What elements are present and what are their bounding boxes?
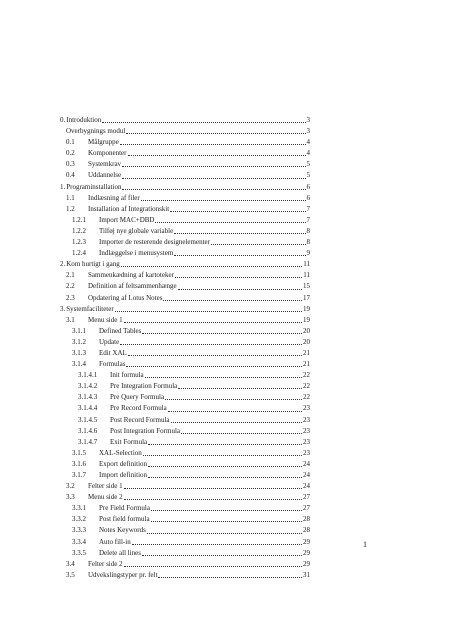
toc-entry-number: 3.1.4.3 [78, 393, 98, 402]
toc-entry-page: 22 [303, 393, 310, 402]
toc-entry-page: 27 [303, 504, 310, 513]
toc-entry-page: 23 [303, 426, 310, 435]
toc-entry-number: 0.4 [66, 171, 75, 180]
toc-entry[interactable] [60, 337, 310, 348]
toc-entry-number: 3.3.2 [72, 515, 86, 524]
toc-entry-page: 4 [306, 138, 310, 147]
dot-leader [147, 533, 302, 534]
dot-leader [175, 277, 302, 278]
toc-entry-number: 3.2 [66, 482, 75, 491]
toc-entry-title: Udvekslingstyper pr. felt [88, 570, 158, 579]
toc-entry[interactable] [60, 259, 310, 270]
toc-entry-title: Uddannelse [88, 171, 122, 180]
toc-entry[interactable] [60, 315, 310, 326]
dot-leader [158, 577, 302, 578]
toc-entry-page: 23 [303, 404, 310, 413]
toc-entry-title: Tilføj nye globale variable [99, 226, 174, 235]
dot-leader [132, 544, 302, 545]
dot-leader [165, 399, 302, 400]
toc-entry-page: 31 [303, 570, 310, 579]
toc-entry-title: Systemfaciliteter [66, 304, 114, 313]
toc-entry-number: 3.3 [66, 493, 75, 502]
toc-entry[interactable] [60, 525, 310, 536]
toc-entry[interactable] [60, 359, 310, 370]
toc-entry[interactable] [60, 293, 310, 304]
dot-leader [128, 355, 302, 356]
dot-leader [124, 566, 302, 567]
toc-entry-title: Målgruppe [88, 138, 119, 147]
toc-entry-title: Init formula [110, 371, 144, 380]
toc-entry-number: 3.3.5 [72, 548, 86, 557]
toc-entry-number: 1.2.1 [72, 215, 86, 224]
dot-leader [151, 510, 302, 511]
toc-entry-page: 3 [306, 116, 310, 124]
toc-entry-page: 23 [303, 448, 310, 457]
toc-entry[interactable] [60, 159, 310, 170]
toc-entry-title: Introduktion [66, 116, 102, 124]
toc-entry-title: Importer de resterende designelementer [99, 238, 210, 247]
dot-leader [143, 455, 302, 456]
toc-entry-number: 1.2.4 [72, 249, 86, 258]
dot-leader [178, 388, 302, 389]
toc-entry-number: 3.5 [66, 570, 75, 579]
dot-leader [124, 488, 302, 489]
toc-entry-number: 3. [60, 304, 66, 313]
dot-leader [178, 289, 302, 290]
toc-entry-page: 17 [303, 293, 310, 302]
toc-entry-number: 3.1.5 [72, 448, 86, 457]
dot-leader [126, 133, 305, 134]
toc-entry-number: 3.3.1 [72, 504, 86, 513]
toc-entry[interactable] [60, 204, 310, 215]
table-of-contents [60, 115, 310, 581]
toc-entry-page: 21 [303, 360, 310, 369]
toc-entry[interactable] [60, 548, 310, 559]
toc-entry[interactable] [60, 470, 310, 481]
toc-entry[interactable] [60, 570, 310, 581]
toc-entry-number: 2.1 [66, 271, 75, 280]
dot-leader [148, 477, 302, 478]
toc-entry[interactable] [60, 170, 310, 181]
toc-entry-page: 4 [306, 149, 310, 158]
toc-entry[interactable] [60, 459, 310, 470]
toc-entry[interactable] [60, 448, 310, 459]
toc-entry-title: Menu side 2 [88, 493, 123, 502]
toc-entry-number: 3.1.4.4 [78, 404, 98, 413]
toc-entry[interactable] [60, 415, 310, 426]
toc-entry-number: 1.2 [66, 204, 75, 213]
dot-leader [121, 266, 303, 267]
toc-entry-page: 6 [306, 193, 310, 202]
toc-entry[interactable] [60, 348, 310, 359]
toc-entry-title: Sammenkædning af kartoteker [88, 271, 174, 280]
toc-entry-page: 9 [306, 249, 310, 258]
dot-leader [155, 222, 305, 223]
dot-leader [128, 155, 306, 156]
dot-leader [163, 300, 302, 301]
toc-entry-title: Definition af feltsammenhænge [88, 282, 177, 291]
dot-leader [170, 211, 305, 212]
toc-entry[interactable] [60, 281, 310, 292]
toc-entry-page: 7 [306, 204, 310, 213]
toc-entry[interactable] [60, 148, 310, 159]
toc-entry-number: 1.2.2 [72, 226, 86, 235]
toc-entry[interactable] [60, 326, 310, 337]
toc-entry-number: 3.3.3 [72, 526, 86, 535]
toc-entry-page: 23 [303, 415, 310, 424]
toc-entry-title: Programinstallation [66, 182, 122, 191]
toc-entry-page: 23 [303, 437, 310, 446]
toc-entry-page: 24 [303, 459, 310, 468]
toc-entry-number: 3.1.4 [72, 360, 86, 369]
toc-entry-title: Import MAC+DBD [99, 215, 155, 224]
toc-entry-number: 3.1 [66, 315, 75, 324]
dot-leader [122, 166, 305, 167]
dot-leader [122, 178, 305, 179]
toc-entry-number: 2.3 [66, 293, 75, 302]
toc-entry-number: 3.1.1 [72, 326, 86, 335]
toc-entry-page: 28 [303, 526, 310, 535]
toc-entry[interactable] [60, 182, 310, 193]
toc-entry-number: 1. [60, 182, 66, 191]
toc-entry-number: 3.1.4.6 [78, 426, 98, 435]
toc-entry-number: 3.3.4 [72, 537, 86, 546]
toc-entry-number: 0.1 [66, 138, 75, 147]
dot-leader [142, 555, 302, 556]
dot-leader [141, 200, 306, 201]
toc-entry-title: Systemkrav [88, 160, 122, 169]
toc-entry[interactable] [60, 237, 310, 248]
toc-entry-page: 19 [303, 304, 310, 313]
toc-entry-title: Komponenter [88, 149, 127, 158]
toc-entry-page: 20 [303, 326, 310, 335]
toc-entry-title: XAL-Selection [99, 448, 142, 457]
toc-entry-title: Felter side 2 [88, 559, 123, 568]
toc-entry-title: Exit Formula [110, 437, 148, 446]
toc-entry-number: 3.1.4.7 [78, 437, 98, 446]
toc-entry[interactable] [60, 137, 310, 148]
toc-entry-title: Defined Tables [99, 326, 142, 335]
dot-leader [151, 521, 302, 522]
toc-entry-page: 15 [303, 282, 310, 291]
toc-entry-title: Pre Record Formula [110, 404, 167, 413]
dot-leader [168, 411, 302, 412]
dot-leader [148, 444, 302, 445]
toc-entry[interactable] [60, 115, 310, 126]
toc-entry[interactable] [60, 193, 310, 204]
toc-entry[interactable] [60, 215, 310, 226]
toc-entry-title: Auto fill-in [99, 537, 131, 546]
toc-entry-page: 11 [303, 260, 310, 269]
toc-entry-page: 29 [303, 548, 310, 557]
dot-leader [145, 377, 302, 378]
toc-entry-page: 5 [306, 171, 310, 180]
toc-entry[interactable] [60, 126, 310, 137]
toc-entry-number: 0.2 [66, 149, 75, 158]
toc-entry-title: Indlæsning af filer [88, 193, 140, 202]
toc-entry-number: 2. [60, 260, 66, 269]
toc-entry-number: 3.1.4.2 [78, 382, 98, 391]
toc-entry[interactable] [60, 248, 310, 259]
toc-entry-page: 29 [303, 537, 310, 546]
toc-entry-number: 3.1.4.1 [78, 371, 98, 380]
dot-leader [124, 322, 302, 323]
toc-entry-page: 24 [303, 482, 310, 491]
toc-entry-number: 3.4 [66, 559, 75, 568]
toc-entry[interactable] [60, 304, 310, 315]
toc-entry-page: 27 [303, 493, 310, 502]
dot-leader [171, 422, 303, 423]
toc-entry-title: Import definition [99, 471, 148, 479]
toc-entry[interactable] [60, 537, 310, 548]
toc-entry[interactable] [60, 270, 310, 281]
dot-leader [124, 499, 302, 500]
toc-entry-page: 8 [306, 238, 310, 247]
toc-entry-title: Update [99, 337, 120, 346]
dot-leader [174, 233, 305, 234]
dot-leader [181, 433, 302, 434]
toc-entry-page: 3 [306, 127, 310, 136]
toc-entry-title: Edit XAL [99, 348, 127, 357]
toc-entry[interactable] [60, 426, 310, 437]
toc-entry[interactable] [60, 226, 310, 237]
toc-entry-title: Indlæggelse i menusystem [99, 249, 174, 258]
toc-entry-title: Post field formula [99, 515, 150, 524]
toc-entry-title: Pre Integration Formula [110, 382, 178, 391]
dot-leader [120, 144, 306, 145]
toc-entry-page: 22 [303, 371, 310, 380]
toc-entry-title: Pre Query Formula [110, 393, 165, 402]
toc-entry-page: 28 [303, 515, 310, 524]
dot-leader [174, 255, 305, 256]
toc-entry[interactable] [60, 503, 310, 514]
toc-entry-title: Notes Keywords [99, 526, 146, 535]
dot-leader [148, 466, 302, 467]
toc-entry-title: Pre Field Formula [99, 504, 150, 513]
toc-entry-title: Menu side 1 [88, 315, 123, 324]
dot-leader [211, 244, 306, 245]
toc-entry[interactable] [60, 559, 310, 570]
toc-entry-number: 3.1.4.5 [78, 415, 98, 424]
toc-entry-page: 20 [303, 337, 310, 346]
dot-leader [102, 122, 305, 123]
toc-entry[interactable] [60, 381, 310, 392]
toc-entry-page: 7 [306, 215, 310, 224]
toc-entry-title: Installation af Integrationskit [88, 204, 170, 213]
toc-entry-title: Export definition [99, 459, 148, 468]
toc-entry-title: Formulas [99, 360, 126, 369]
page-number: 1 [363, 540, 367, 549]
toc-entry-title: Felter side 1 [88, 482, 123, 491]
toc-entry-page: 8 [306, 226, 310, 235]
toc-entry-page: 6 [306, 182, 310, 191]
dot-leader [120, 344, 302, 345]
toc-entry-number: 1.2.3 [72, 238, 86, 247]
toc-entry[interactable] [60, 437, 310, 448]
toc-entry-title: Delete all lines [99, 548, 141, 557]
toc-entry-number: 0. [60, 116, 66, 124]
dot-leader [122, 189, 305, 190]
toc-entry-page: 19 [303, 315, 310, 324]
toc-entry-title: Kom hurtigt i gang [66, 260, 120, 269]
toc-entry[interactable] [60, 370, 310, 381]
toc-entry-page: 21 [303, 348, 310, 357]
toc-entry-title: Post Record Formula [110, 415, 170, 424]
toc-entry[interactable] [60, 481, 310, 492]
toc-entry-page: 29 [303, 559, 310, 568]
toc-entry-page: 11 [303, 271, 310, 280]
dot-leader [142, 333, 302, 334]
toc-entry-number: 3.1.7 [72, 471, 86, 479]
toc-entry-title: Overbygnings modul [66, 127, 126, 136]
toc-entry-number: 0.3 [66, 160, 75, 169]
toc-entry-number: 2.2 [66, 282, 75, 291]
toc-entry[interactable] [60, 492, 310, 503]
dot-leader [115, 311, 302, 312]
toc-entry[interactable] [60, 514, 310, 525]
toc-entry-number: 3.1.2 [72, 337, 86, 346]
toc-entry-number: 1.1 [66, 193, 75, 202]
toc-entry-title: Opdatering af Lotus Notes [88, 293, 163, 302]
toc-entry-page: 5 [306, 160, 310, 169]
toc-entry-page: 22 [303, 382, 310, 391]
toc-entry-page: 24 [303, 471, 310, 479]
toc-entry[interactable] [60, 403, 310, 414]
toc-entry-title: Post Integration Formula [110, 426, 180, 435]
toc-entry-number: 3.1.6 [72, 459, 86, 468]
dot-leader [126, 366, 302, 367]
toc-entry[interactable] [60, 392, 310, 403]
toc-entry-number: 3.1.3 [72, 348, 86, 357]
